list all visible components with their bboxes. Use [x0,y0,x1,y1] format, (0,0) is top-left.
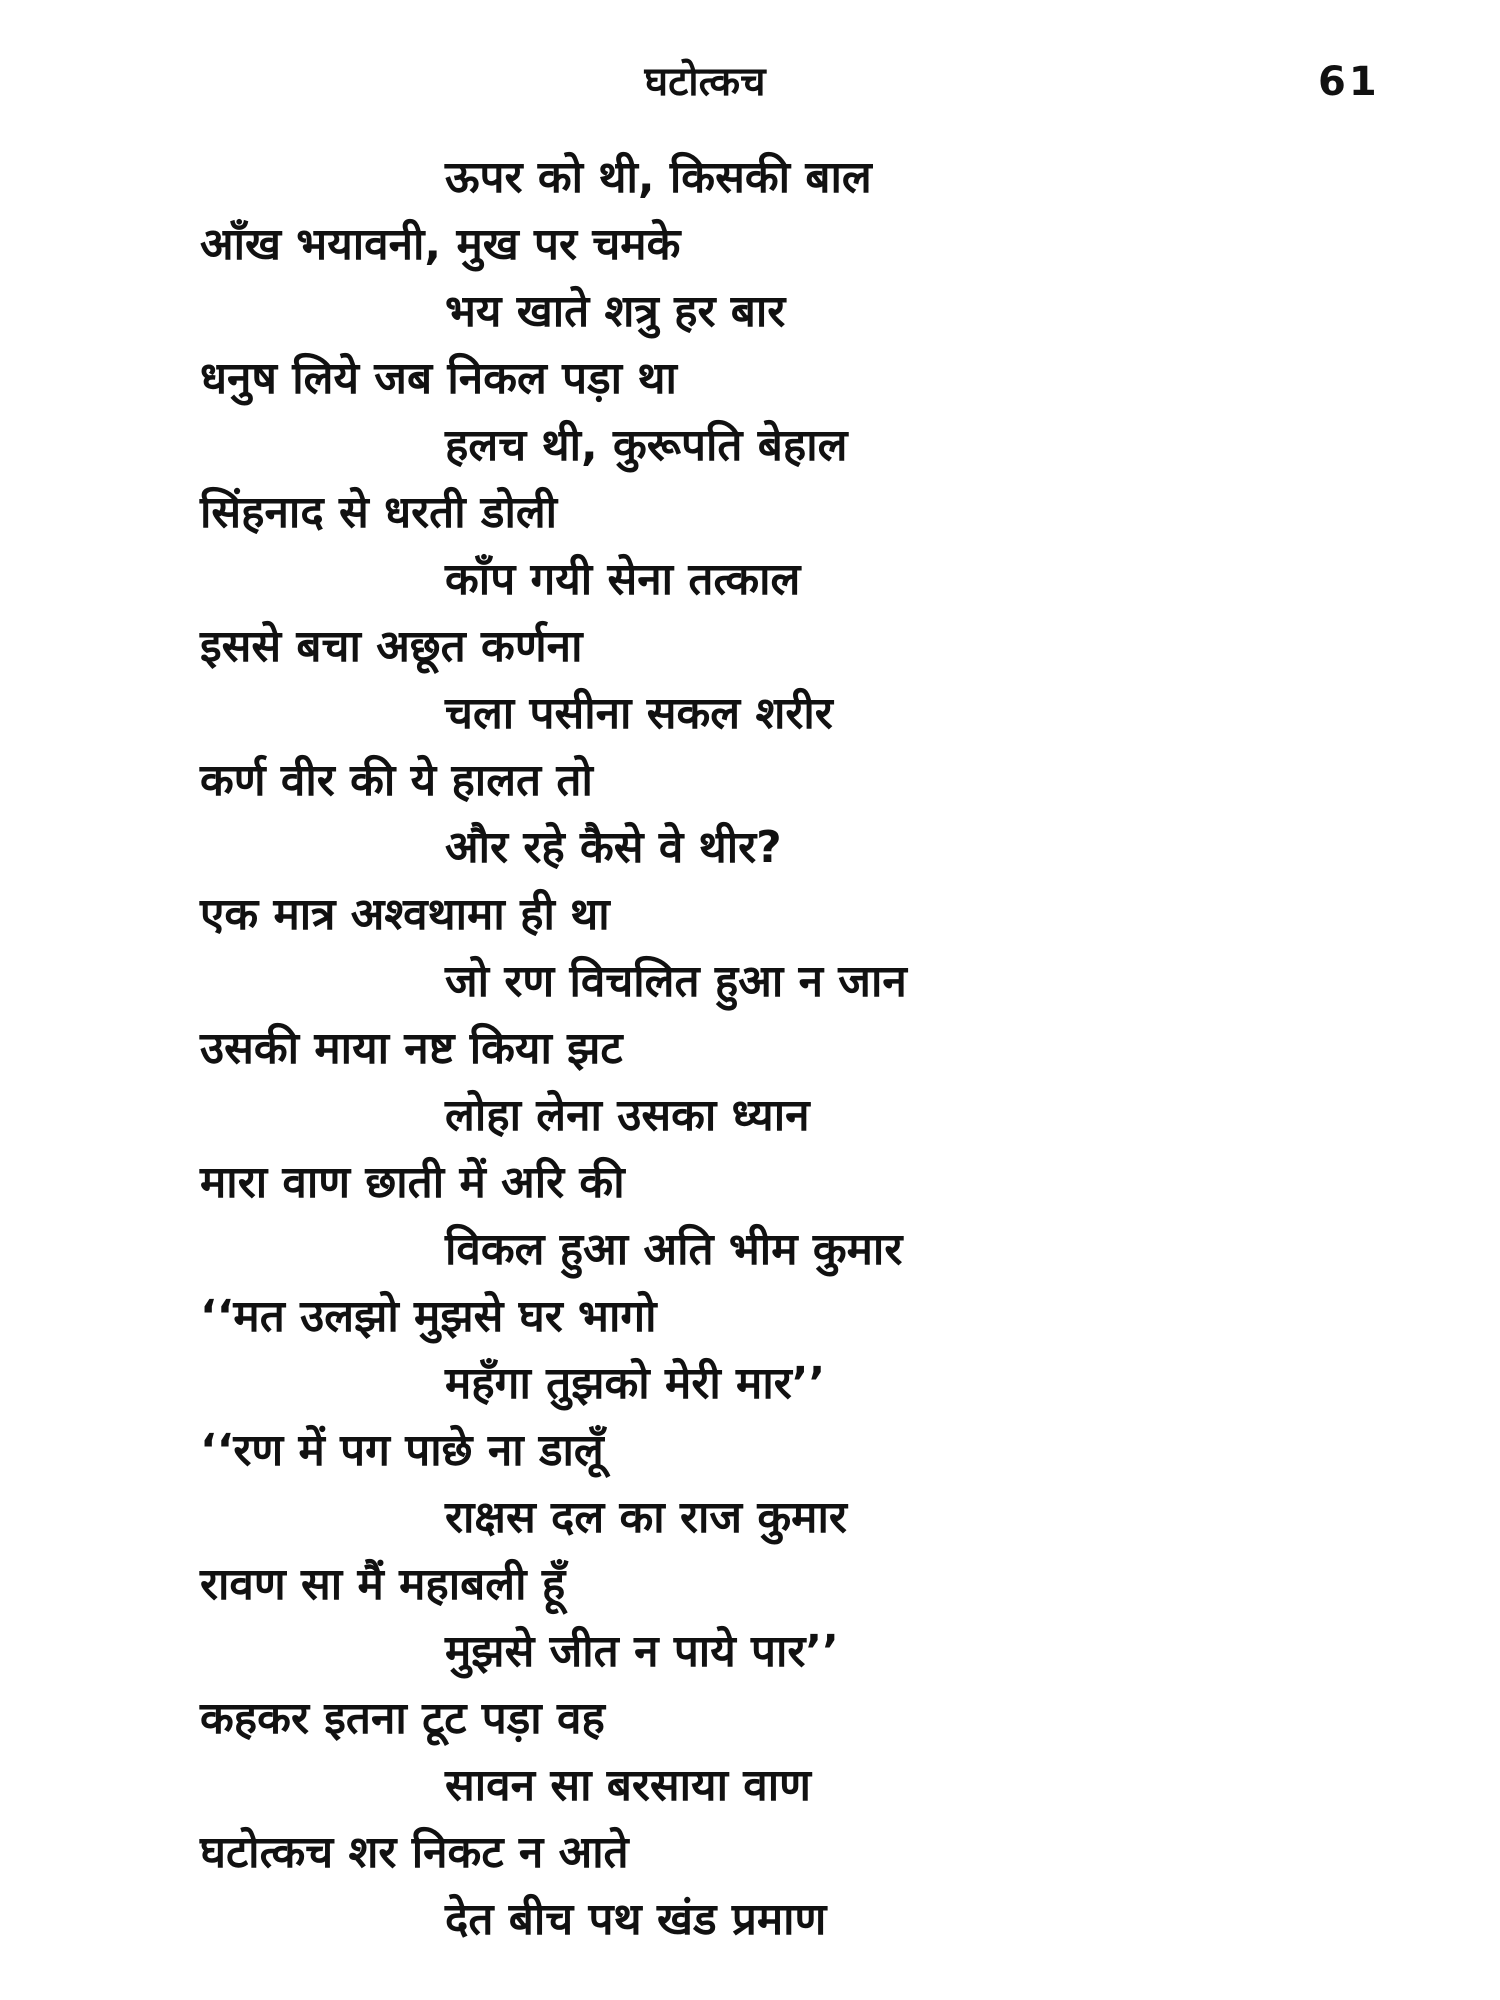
verse-line: हलच थी, कुरूपति बेहाल [445,420,848,471]
verse-line: लोहा लेना उसका ध्यान [445,1090,810,1141]
verse-line: सावन सा बरसाया वाण [445,1760,811,1811]
verse-line: आँख भयावनी, मुख पर चमके [200,219,681,270]
verse-line: जो रण विचलित हुआ न जान [445,956,907,1007]
verse-line: घटोत्कच शर निकट न आते [200,1827,629,1878]
verse-line: राक्षस दल का राज कुमार [445,1492,847,1543]
verse-line: सिंहनाद से धरती डोली [200,487,558,538]
verse-line: एक मात्र अश्वथामा ही था [200,889,610,940]
verse-line: इससे बचा अछूत कर्णना [200,621,583,672]
verse-line: मारा वाण छाती में अरि की [200,1157,625,1208]
verse-line: विकल हुआ अति भीम कुमार [445,1224,903,1275]
verse-line: कहकर इतना टूट पड़ा वह [200,1693,605,1744]
page-number: 61 [1318,59,1380,105]
verse-line: मुझसे जीत न पाये पार’’ [445,1626,839,1677]
running-title: घटोत्कच [644,59,766,105]
verse-line: कर्ण वीर की ये हालत तो [200,755,593,806]
verse-line: ‘‘मत उलझो मुझसे घर भागो [200,1291,657,1342]
verse-line: ‘‘रण में पग पाछे ना डालूँ [200,1425,604,1476]
verse-line: काँप गयी सेना तत्काल [445,554,801,605]
verse-line: रावण सा मैं महाबली हूँ [200,1559,566,1610]
verse-line: और रहे कैसे वे थीर? [445,822,782,873]
verse-line: चला पसीना सकल शरीर [445,688,833,739]
verse-line: महँगा तुझको मेरी मार’’ [445,1358,826,1409]
poem-body [0,144,1500,1953]
verse-line: ऊपर को थी, किसकी बाल [445,152,872,203]
verse-line: देत बीच पथ खंड प्रमाण [445,1894,827,1945]
verse-line: उसकी माया नष्ट किया झट [200,1023,623,1074]
verse-line: भय खाते शत्रु हर बार [445,286,786,337]
verse-line: धनुष लिये जब निकल पड़ा था [200,353,677,404]
